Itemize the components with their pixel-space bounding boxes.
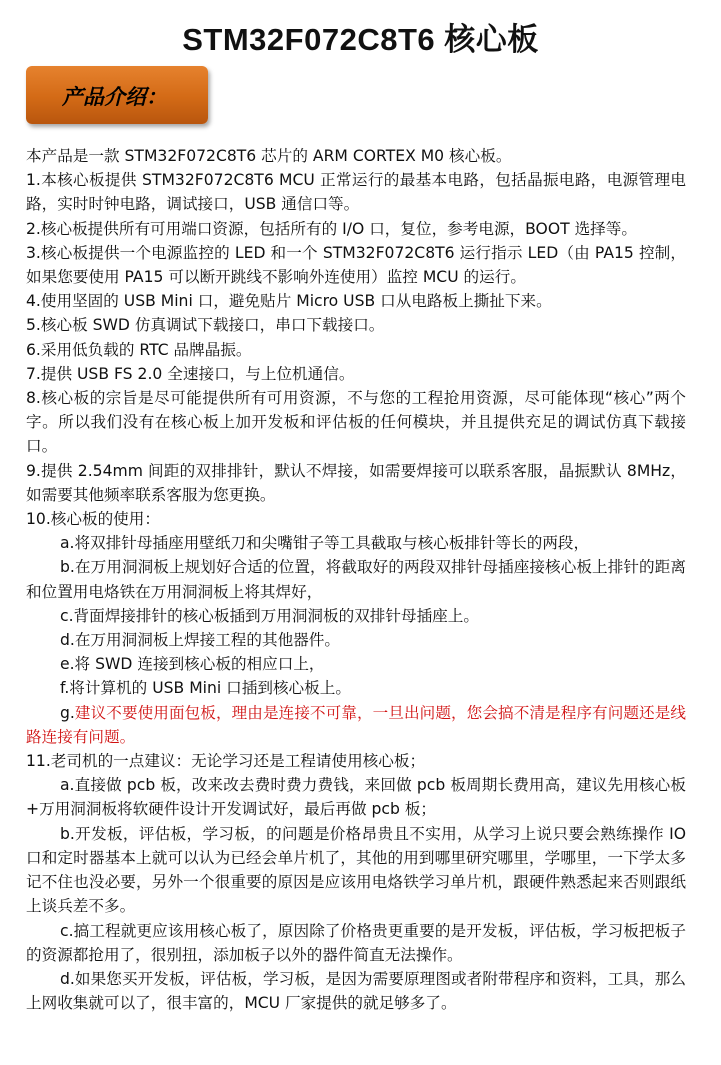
section-banner-label: 产品介绍： <box>62 85 167 109</box>
list-item: c.背面焊接排针的核心板插到万用洞洞板的双排针母插座上。 <box>60 606 479 625</box>
list-item: a.将双排针母插座用壁纸刀和尖嘴钳子等工具截取与核心板排针等长的两段， <box>60 534 590 553</box>
paragraph: 9.提供 2.54mm 间距的双排排针，默认不焊接，如需要焊接可以联系客服，晶振默认 8MHz，如需要其他频率联系客服为您更换。 <box>26 461 686 504</box>
list-item: f.将计算机的 USB Mini 口插到核心板上。 <box>60 679 351 698</box>
paragraph: 6.采用低负载的 RTC 品牌晶振。 <box>26 340 252 359</box>
list-item: a.直接做 pcb 板，改来改去费时费力费钱，来回做 pcb 板周期长费用高，建议先用核心板+万用洞洞板将软硬件设计开发调试好，最后再做 pcb 板； <box>26 776 686 819</box>
paragraph: 8.核心板的宗旨是尽可能提供所有可用资源，不与您的工程抢用资源，尽可能体现“核心”两个字。所以我们没有在核心板上加开发板和评估板的任何模块，并且提供充足的调试仿真下载接口。 <box>26 389 686 456</box>
paragraph: 3.核心板提供一个电源监控的 LED 和一个 STM32F072C8T6 运行指示 LED（由 PA15 控制，如果您要使用 PA15 可以断开跳线不影响外连使用）监控 MCU 的运行。 <box>26 243 686 287</box>
list-item-prefix: g. <box>60 703 75 722</box>
list-item: d.在万用洞洞板上焊接工程的其他器件。 <box>60 631 340 650</box>
paragraph: 5.核心板 SWD 仿真调试下载接口，串口下载接口。 <box>26 316 385 335</box>
list-item: c.搞工程就更应该用核心板了，原因除了价格贵更重要的是开发板，评估板，学习板把板子的资源都抢用了，很别扭，添加板子以外的器件简直无法操作。 <box>26 921 686 964</box>
list-item-warning <box>26 701 686 749</box>
document-body <box>26 144 686 1015</box>
list-item: e.将 SWD 连接到核心板的相应口上， <box>60 655 325 674</box>
list-item: b.开发板，评估板，学习板，的问题是价格昂贵且不实用，从学习上说只要会熟练操作 IO 口和定时器基本上就可以认为已经会单片机了，其他的用到哪里研究哪里，学哪里，一下学太多记不住也没必要，另外一个很重要的原因是应该用电烙铁学习单片机，跟硬件熟悉起来否则跟纸上谈兵差不多。 <box>26 824 686 916</box>
page-title: STM32F072C8T6 核心板 <box>182 22 539 57</box>
paragraph: 1.本核心板提供 STM32F072C8T6 MCU 正常运行的最基本电路，包括晶振电路，电源管理电路，实时时钟电路，调试接口，USB 通信口等。 <box>26 171 686 214</box>
paragraph: 本产品是一款 STM32F072C8T6 芯片的 ARM CORTEX M0 核心板。 <box>26 147 512 165</box>
paragraph: 11.老司机的一点建议：无论学习还是工程请使用核心板； <box>26 752 426 771</box>
section-banner <box>26 66 208 124</box>
list-item: b.在万用洞洞板上规划好合适的位置，将截取好的两段双排针母插座接核心板上排针的距离和位置用电烙铁在万用洞洞板上将其焊好， <box>26 558 686 601</box>
paragraph: 10.核心板的使用： <box>26 510 160 529</box>
paragraph: 2.核心板提供所有可用端口资源，包括所有的 I/O 口，复位，参考电源，BOOT 选择等。 <box>26 219 637 238</box>
list-item: d.如果您买开发板，评估板，学习板，是因为需要原理图或者附带程序和资料，工具，那么上网收集就可以了，很丰富的，MCU 厂家提供的就足够多了。 <box>26 969 686 1013</box>
warning-text: 建议不要使用面包板，理由是连接不可靠，一旦出问题，您会搞不清是程序有问题还是线路连接有问题。 <box>26 703 686 746</box>
paragraph: 7.提供 USB FS 2.0 全速接口，与上位机通信。 <box>26 364 355 383</box>
paragraph: 4.使用坚固的 USB Mini 口，避免贴片 Micro USB 口从电路板上撕扯下来。 <box>26 292 552 311</box>
